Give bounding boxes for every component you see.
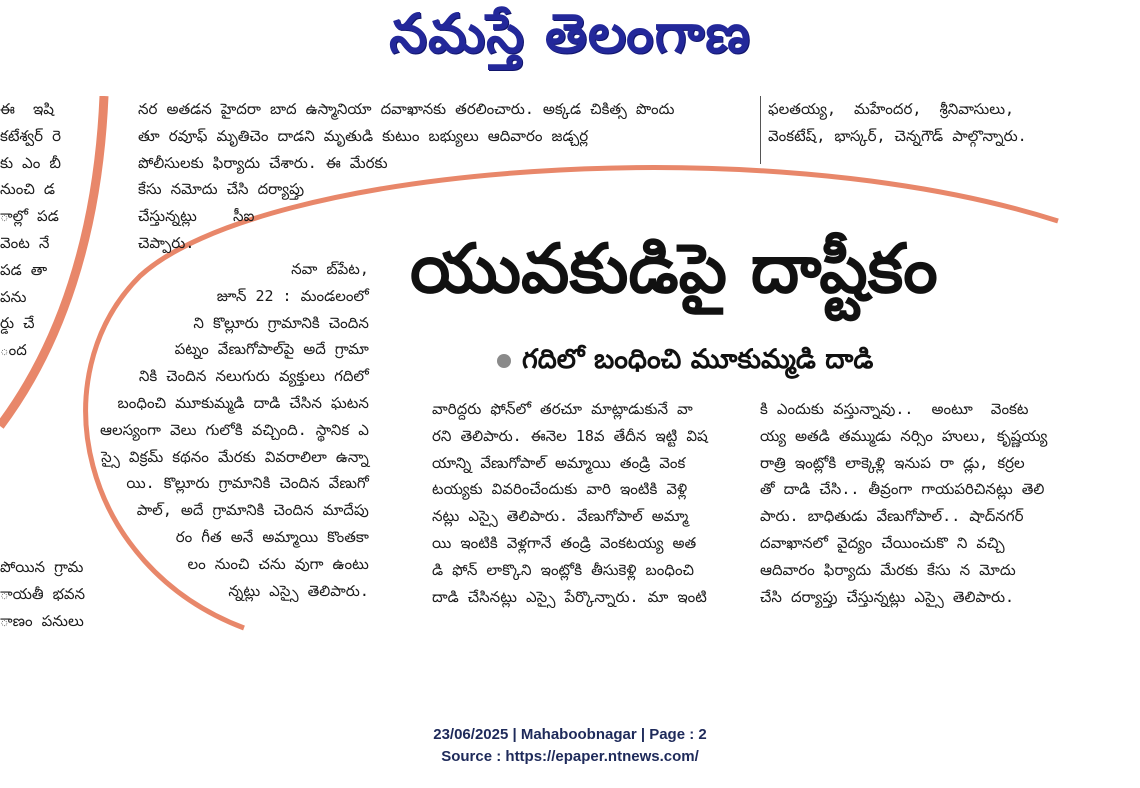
top-right-story-text: ఫలతయ్య, మహేందర, శ్రీనివాసులు, వెంకటేష్, భాస్కర్, చెన్నగౌడ్ పాల్గొన్నారు. — [768, 100, 1027, 145]
article-body-col1: నవా బ్‌పేట, జూన్ 22 : మండలంలో ని కొల్లూరు గ్రామానికి చెందిన పట్నం వేణుగోపాల్‌పై అదే గ్రామా నికి చెందిన నలుగురు వ్యక్తులు గదిలో బంధించి మూకుమ్మడి దాడి చేసిన ఘటన ఆలస్యంగా వెలు గులోకి వచ్చింది. స్థానిక ఎ స్సై విక్రమ్ కథనం మేరకు వివరాలిలా ఉన్నా యి. కొల్లూరు గ్రామానికి చెందిన వేణుగో పాల్, అదే గ్రామానికి చెందిన మాదేపు రం గీత అనే అమ్మాయి కొంతకా లం నుంచి చను వుగా ఉంటు న్నట్లు ఎస్సై తెలిపారు. — [100, 260, 369, 600]
article-body-col2: వారిద్దరు ఫోన్‌లో తరచూ మాట్లాడుకునే వా రని తెలిపారు. ఈనెల 18వ తేదీన ఇట్టి విష యాన్ని వేణుగోపాల్ అమ్మాయి తండ్రి వెంక టయ్యకు వివరించేందుకు వారి ఇంటికి వెళ్లి నట్లు ఎస్సై తెలిపారు. వేణుగోపాల్ అమ్మా యి ఇంటికి వెళ్లగానే తండ్రి వెంకటయ్య అత డి ఫోన్ లాక్కొని ఇంట్లోకి తీసుకెళ్లి బంధించి దాడి చేసినట్లు ఎస్సై పేర్కొన్నారు. మా ఇంటి — [432, 400, 708, 606]
subheadline-text: గదిలో బంధించి మూకుమ్మడి దాడి — [522, 344, 874, 375]
footer-edition-line: 23/06/2025 | Mahaboobnagar | Page : 2 — [433, 726, 707, 743]
left-column-text: ఈ ఇషి కటేశ్వర్ రె కు ఎం బీ నుంచి డ ాల్లో పడ వెంట నే పడ తా పను ర్డు చే ంద — [0, 100, 61, 360]
left-column-bottom-text: పోయిన గ్రామ ాయతీ భవన ాణం పనులు — [0, 558, 86, 630]
previous-story-text: నర అతడన హైదరా బాద ఉస్మానియా దవాఖానకు తరలించారు. అక్కడ చికిత్స పొందు తూ రవూఫ్ మృతిచెం దాడని మృతుడి కుటుం బభ్యులు ఆదివారం జడ్చర్ల పోలీసులకు ఫిర్యాదు చేశారు. ఈ మేరకు కేసు నమోదు చేసి దర్యాప్తు చేస్తున్నట్లు సీఐ చెప్పారు. — [138, 100, 675, 252]
footer — [0, 724, 1140, 768]
article-headline: యువకుడిపై దాష్టీకం — [410, 230, 938, 309]
article-body-col3: కి ఎందుకు వస్తున్నావు.. అంటూ వెంకట య్య అతడి తమ్ముడు నర్సిం హులు, కృష్ణయ్య రాత్రి ఇంట్లోకి లాక్కెళ్లి ఇనుప రా డ్లు, కర్రల తో దాడి చేసి.. తీవ్రంగా గాయపరిచినట్లు తెలి పారు. బాధితుడు వేణుగోపాల్.. షాద్‌నగర్ దవాఖానలో వైద్యం చేయించుకొ ని వచ్చి ఆదివారం ఫిర్యాదు మేరకు కేసు న మోదు చేసి దర్యాప్తు చేస్తున్నట్లు ఎస్సై తెలిపారు. — [760, 400, 1048, 606]
article-subheadline — [496, 340, 873, 380]
footer-source-line: Source : https://epaper.ntnews.com/ — [441, 748, 699, 765]
masthead-logo: నమస్తే తెలంగాణ — [389, 1, 751, 65]
article-clipping — [0, 96, 1080, 646]
masthead — [0, 0, 1140, 80]
column-rule — [760, 96, 761, 164]
